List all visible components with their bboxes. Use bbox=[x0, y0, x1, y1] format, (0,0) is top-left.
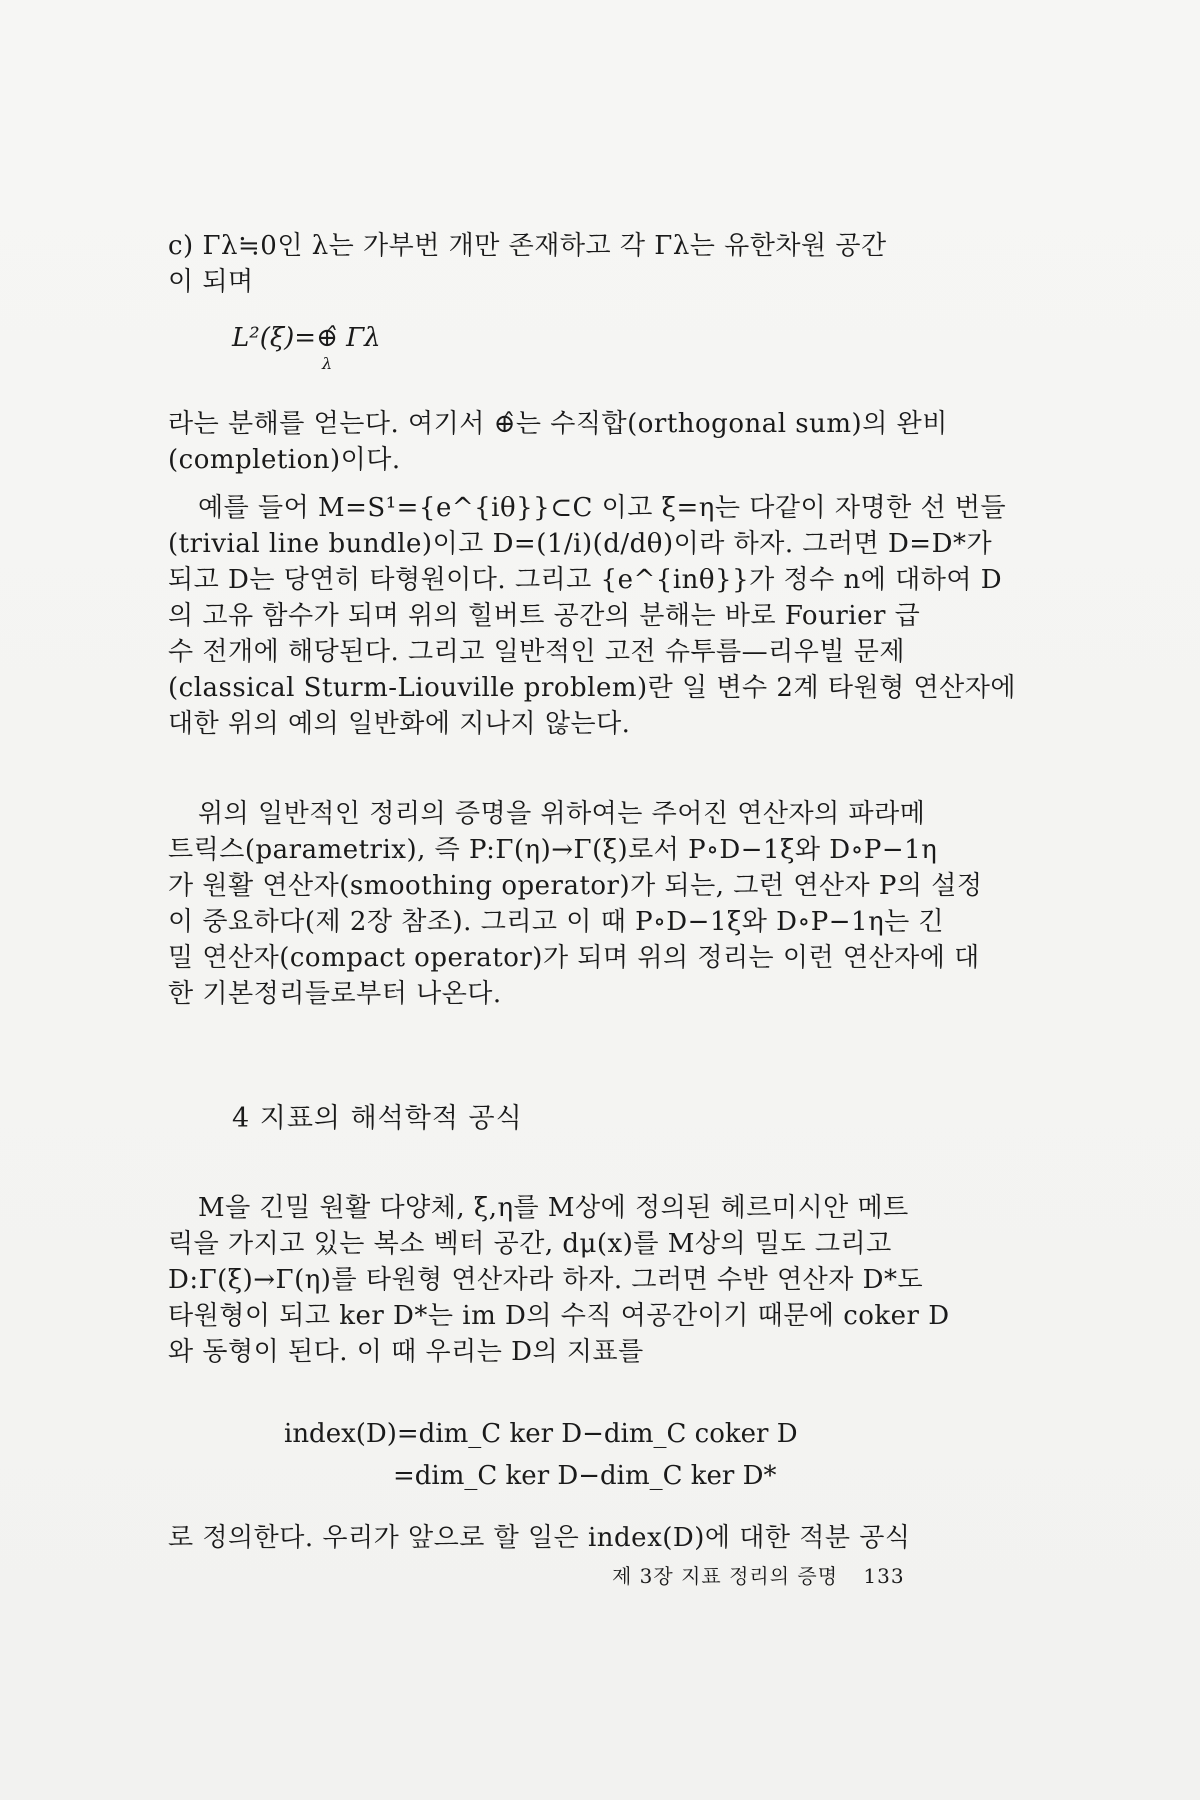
paragraph-index bbox=[168, 1190, 1008, 1370]
page-footer bbox=[612, 1560, 905, 1589]
section-heading: 4 지표의 해석학적 공식 bbox=[232, 1103, 523, 1134]
paragraph-proof bbox=[168, 796, 1008, 1012]
text-line: 타원형이 되고 ker D*는 im D의 수직 여공간이기 때문에 coker D bbox=[168, 1301, 950, 1331]
index-formula-line-1: index(D)=dim_C ker D−dim_C coker D bbox=[284, 1419, 798, 1449]
text-line: 위의 일반적인 정리의 증명을 위하여는 주어진 연산자의 파라메 bbox=[198, 799, 926, 829]
text-line: 라는 분해를 얻는다. 여기서 ⊕̂는 수직합(orthogonal sum)의 완비 bbox=[168, 409, 948, 439]
text-line: 밀 연산자(compact operator)가 되며 위의 정리는 이런 연산자에 대 bbox=[168, 943, 980, 973]
text-line: 트릭스(parametrix), 즉 P:Γ(η)→Γ(ξ)로서 P∘D−1ξ와 D∘P−1η bbox=[168, 835, 938, 865]
text-line: c) Γλ≒0인 λ는 가부번 개만 존재하고 각 Γλ는 유한차원 공간 bbox=[168, 231, 887, 261]
equation-subscript: λ bbox=[322, 354, 333, 373]
text-line: (trivial line bundle)이고 D=(1/i)(d/dθ)이라 하자. 그러면 D=D*가 bbox=[168, 529, 993, 559]
text-line: 이 되며 bbox=[168, 267, 254, 297]
text-line: 되고 D는 당연히 타형원이다. 그리고 {e^{inθ}}가 정수 n에 대하여 D bbox=[168, 565, 1003, 595]
decomposition-equation bbox=[232, 320, 381, 356]
paragraph-example bbox=[168, 490, 1016, 742]
equation-text: L²(ξ)=⊕̂ Γλ bbox=[232, 323, 381, 353]
text-line: (classical Sturm-Liouville problem)란 일 변수 2계 타원형 연산자에 bbox=[168, 673, 1016, 703]
page-number: 133 bbox=[863, 1564, 905, 1588]
text-line: 로 정의한다. 우리가 앞으로 할 일은 index(D)에 대한 적분 공식 bbox=[168, 1523, 911, 1553]
text-line: 와 동형이 된다. 이 때 우리는 D의 지표를 bbox=[168, 1337, 644, 1367]
text-line: M을 긴밀 원활 다양체, ξ,η를 M상에 정의된 헤르미시안 메트 bbox=[198, 1193, 909, 1223]
text-line: 대한 위의 예의 일반화에 지나지 않는다. bbox=[168, 709, 631, 739]
index-formula-line-2: =dim_C ker D−dim_C ker D* bbox=[393, 1461, 777, 1491]
chapter-title: 제 3장 지표 정리의 증명 bbox=[612, 1564, 839, 1588]
text-line: 릭을 가지고 있는 복소 벡터 공간, dμ(x)를 M상의 밀도 그리고 bbox=[168, 1229, 892, 1259]
text-line: 예를 들어 M=S¹={e^{iθ}}⊂C 이고 ξ=η는 다같이 자명한 선 번들 bbox=[198, 493, 1007, 523]
section-c bbox=[168, 228, 1008, 300]
paragraph-decomposition bbox=[168, 406, 1008, 478]
text-line: D:Γ(ξ)→Γ(η)를 타원형 연산자라 하자. 그러면 수반 연산자 D*도 bbox=[168, 1265, 924, 1295]
paragraph-final bbox=[168, 1520, 1008, 1556]
text-line: 한 기본정리들로부터 나온다. bbox=[168, 979, 502, 1009]
text-line: 이 중요하다(제 2장 참조). 그리고 이 때 P∘D−1ξ와 D∘P−1η는 긴 bbox=[168, 907, 945, 937]
text-line: 수 전개에 해당된다. 그리고 일반적인 고전 슈투름—리우빌 문제 bbox=[168, 637, 906, 667]
text-line: (completion)이다. bbox=[168, 445, 401, 475]
text-line: 가 원활 연산자(smoothing operator)가 되는, 그런 연산자 P의 설정 bbox=[168, 871, 983, 901]
text-line: 의 고유 함수가 되며 위의 힐버트 공간의 분해는 바로 Fourier 급 bbox=[168, 601, 921, 631]
